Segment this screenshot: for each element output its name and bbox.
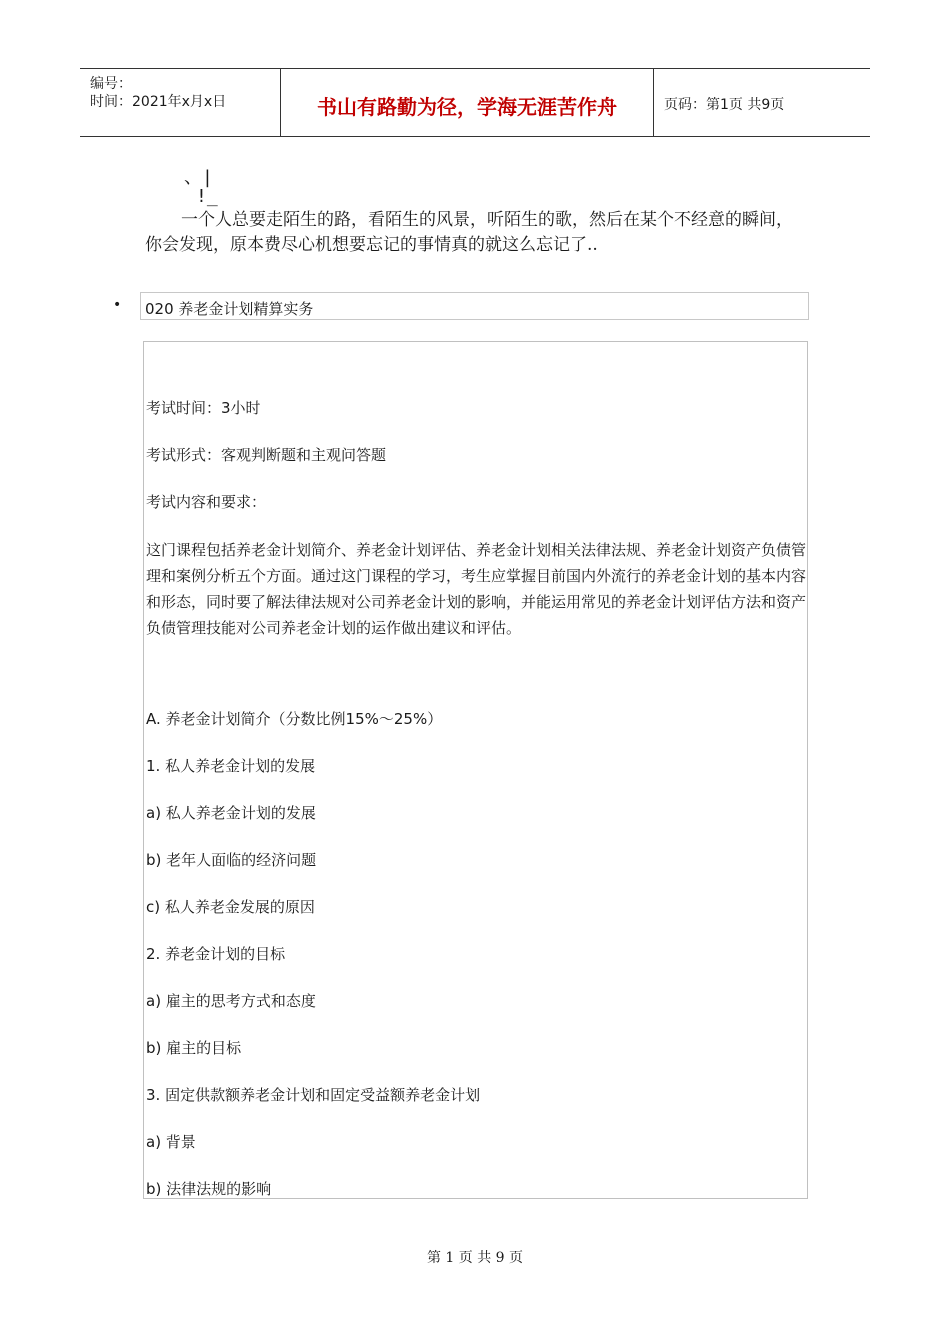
course-title: 020 养老金计划精算实务 — [145, 300, 314, 318]
exam-form: 考试形式：客观判断题和主观问答题 — [146, 446, 387, 464]
list-item: 2. 养老金计划的目标 — [146, 945, 286, 963]
exam-time: 考试时间：3小时 — [146, 399, 261, 417]
number-label: 编号： — [90, 76, 132, 92]
date-label: 时间：2021年x月x日 — [90, 94, 227, 110]
motto: 书山有路勤为径，学海无涯苦作舟 — [317, 95, 617, 119]
exam-requirements: 考试内容和要求： — [146, 493, 267, 511]
list-item: b) 雇主的目标 — [146, 1039, 242, 1057]
header-cell-meta — [80, 69, 281, 136]
page-footer: 第 1 页 共 9 页 — [426, 1250, 524, 1266]
intro-text: 一个人总要走陌生的路，看陌生的风景，听陌生的歌，然后在某个不经意的瞬间，你会发现，原本费尽心机想要忘记的事情真的就这么忘记了.. — [145, 210, 793, 255]
content-box — [143, 341, 808, 1199]
header-table — [80, 68, 870, 137]
course-bar — [140, 292, 809, 320]
list-item: c) 私人养老金发展的原因 — [146, 898, 315, 916]
list-item: b) 法律法规的影响 — [146, 1180, 272, 1198]
list-item: a) 私人养老金计划的发展 — [146, 804, 316, 822]
header-cell-page — [654, 69, 870, 136]
page-label: 页码：第1页 共9页 — [664, 97, 785, 113]
list-item: a) 雇主的思考方式和态度 — [146, 992, 316, 1010]
header-cell-motto — [281, 69, 654, 136]
list-item: 3. 固定供款额养老金计划和固定受益额养老金计划 — [146, 1086, 481, 1104]
list-item: 1. 私人养老金计划的发展 — [146, 757, 316, 775]
stray-mark-2: !_ — [196, 186, 218, 207]
list-item: a) 背景 — [146, 1133, 196, 1151]
intro-paragraph — [145, 208, 805, 258]
bullet-icon: • — [113, 297, 122, 313]
list-item: b) 老年人面临的经济问题 — [146, 851, 317, 869]
stray-mark-1: 、| — [184, 167, 213, 188]
course-description: 这门课程包括养老金计划简介、养老金计划评估、养老金计划相关法律法规、养老金计划资产负债管理和案例分析五个方面。通过这门课程的学习，考生应掌握目前国内外流行的养老金计划的基本内容和形态，同时要了解法律法规对公司养老金计划的影响，并能运用常见的养老金计划评估方法和资产负债管理技能对公司养老金计划的运作做出建议和评估。 — [146, 541, 807, 637]
list-item: A. 养老金计划简介（分数比例15%～25%） — [146, 710, 443, 728]
